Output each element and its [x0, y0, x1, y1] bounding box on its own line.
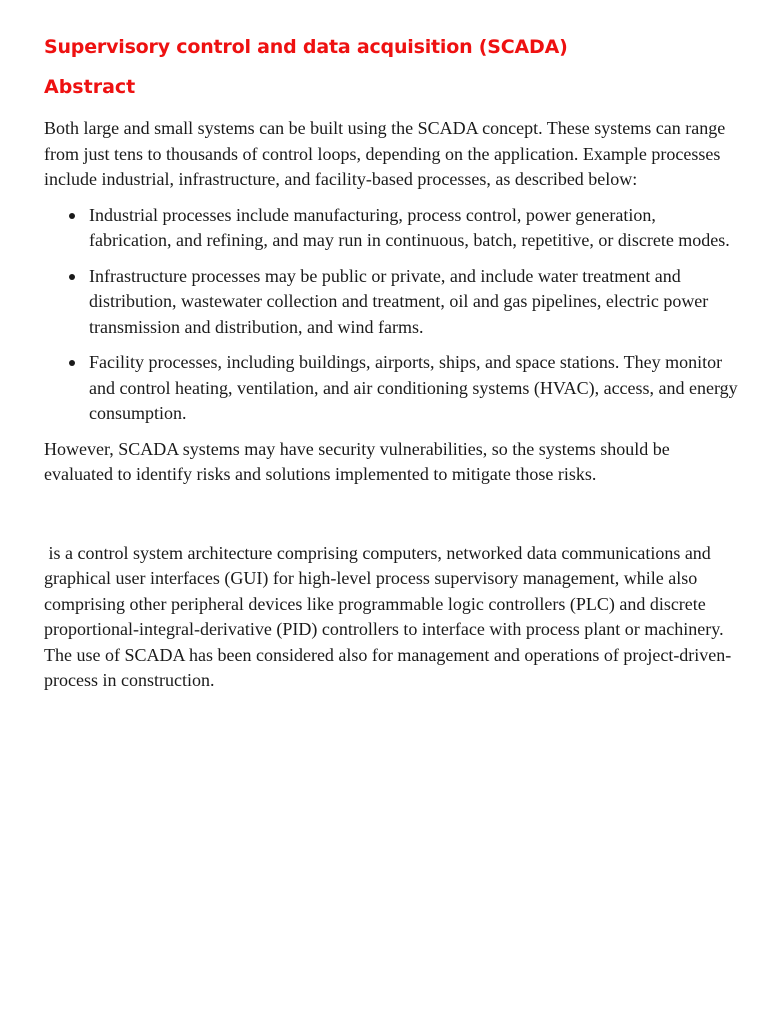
list-item-industrial	[44, 203, 738, 254]
bullet-icon	[69, 213, 75, 219]
section-heading-abstract: Abstract	[44, 76, 136, 98]
bullet-icon	[69, 360, 75, 366]
process-types-list	[44, 203, 738, 427]
intro-paragraph: Both large and small systems can be built using the SCADA concept. These systems can range from just tens to thousands of control loops, depending on the application. Example processes include industrial, infrastructure, and facility-based processes, as described below:	[44, 118, 726, 189]
security-paragraph: However, SCADA systems may have security vulnerabilities, so the systems should be evaluated to identify risks and solutions implemented to mitigate those risks.	[44, 438, 670, 484]
list-item-text: Infrastructure processes may be public or private, and include water treatment and distribution, wastewater collection and treatment, oil and gas pipelines, electric power transmission and distribution, and wind farms.	[89, 265, 709, 337]
list-item-infrastructure	[44, 264, 738, 341]
bullet-icon	[69, 274, 75, 280]
document-title: Supervisory control and data acquisition (SCADA)	[44, 36, 568, 58]
definition-paragraph: is a control system architecture comprising computers, networked data communications and graphical user interfaces (GUI) for high-level process supervisory management, while also comprising other peripheral devices like programmable logic controllers (PLC) and discrete proportional-integral-derivative (PID) controllers to interface with process plant or machinery. The use of SCADA has been considered also for management and operations of project-driven-process in construction.	[44, 542, 732, 690]
list-item-text: Facility processes, including buildings, airports, ships, and space stations. They monitor and control heating, ventilation, and air conditioning systems (HVAC), access, and energy consumption.	[89, 352, 738, 423]
list-item-text: Industrial processes include manufacturing, process control, power generation, fabrication, and refining, and may run in continuous, batch, repetitive, or discrete modes.	[89, 204, 730, 250]
list-item-facility	[44, 350, 738, 427]
